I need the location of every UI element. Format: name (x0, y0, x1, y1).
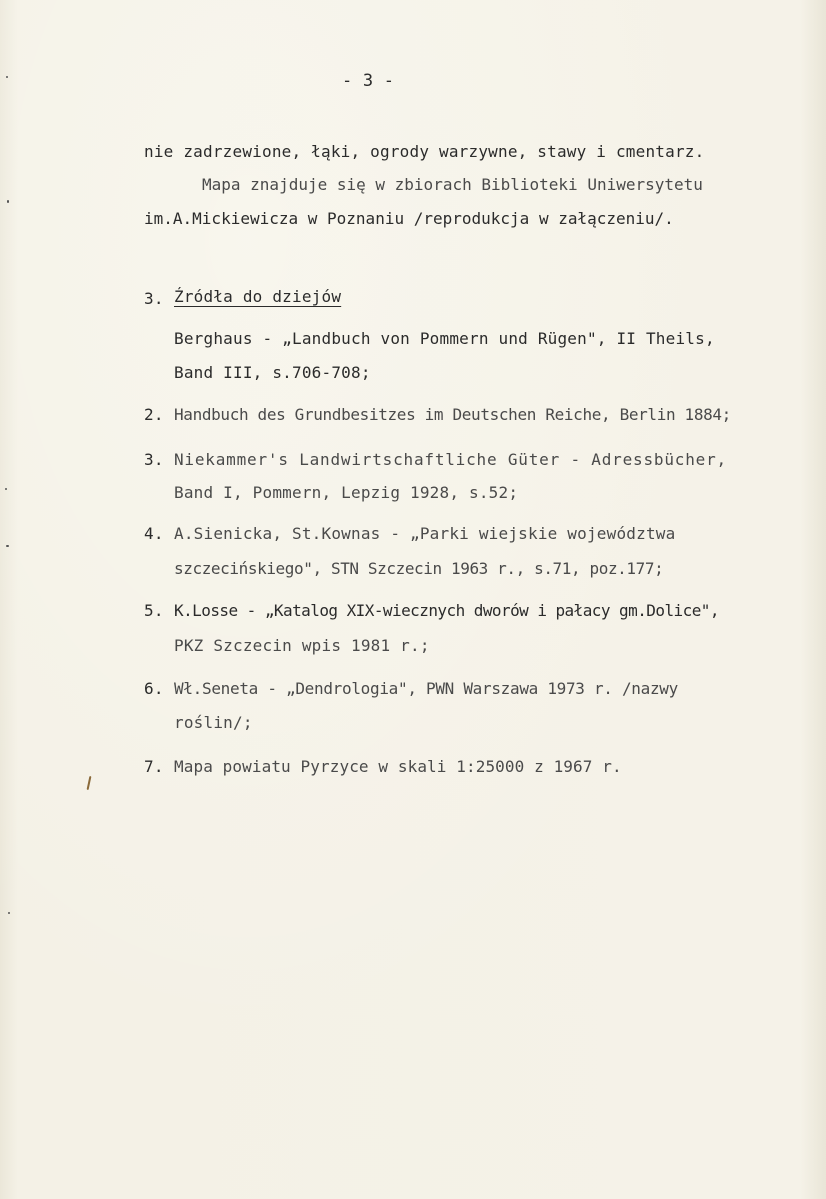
source-number: 4. (144, 524, 164, 543)
margin-mark (8, 912, 10, 914)
source-line: Band I, Pommern, Lepzig 1928, s.52; (174, 483, 519, 502)
source-number: 7. (144, 757, 164, 776)
margin-mark (87, 776, 92, 790)
source-line: Handbuch des Grundbesitzes im Deutschen Reiche, Berlin 1884; (174, 405, 731, 424)
source-line: Band III, s.706-708; (174, 363, 371, 382)
margin-mark (5, 488, 7, 490)
source-line: Niekammer's Landwirtschaftliche Güter - Adressbücher, (174, 450, 727, 469)
source-number: 5. (144, 601, 164, 620)
source-number: 2. (144, 405, 164, 424)
margin-mark (6, 76, 8, 78)
source-line: Mapa powiatu Pyrzyce w skali 1:25000 z 1967 r. (174, 757, 622, 776)
source-number: 6. (144, 679, 164, 698)
source-number: 3. (144, 450, 164, 469)
source-line: K.Losse - „Katalog XIX-wiecznych dworów i pałacy gm.Dolice", (174, 601, 719, 620)
source-line: szczecińskiego", STN Szczecin 1963 r., s.71, poz.177; (174, 559, 664, 578)
margin-mark (6, 545, 9, 547)
paragraph-line: im.A.Mickiewicza w Poznaniu /reprodukcja w załączeniu/. (144, 209, 674, 228)
paragraph-line: nie zadrzewione, łąki, ogrody warzywne, stawy i cmentarz. (144, 142, 705, 161)
page-number: - 3 - (342, 71, 395, 91)
section-title: Źródła do dziejów (174, 287, 342, 306)
source-line: roślin/; (174, 713, 253, 732)
section-number: 3. (144, 289, 164, 308)
source-line: Wł.Seneta - „Dendrologia", PWN Warszawa 1973 r. /nazwy (174, 679, 678, 698)
source-line: Berghaus - „Landbuch von Pommern und Rügen", II Theils, (174, 329, 715, 348)
source-line: A.Sienicka, St.Kownas - „Parki wiejskie województwa (174, 524, 676, 543)
source-line: PKZ Szczecin wpis 1981 r.; (174, 636, 430, 655)
margin-mark (7, 200, 9, 203)
paragraph-line: Mapa znajduje się w zbiorach Biblioteki Uniwersytetu (202, 175, 703, 194)
